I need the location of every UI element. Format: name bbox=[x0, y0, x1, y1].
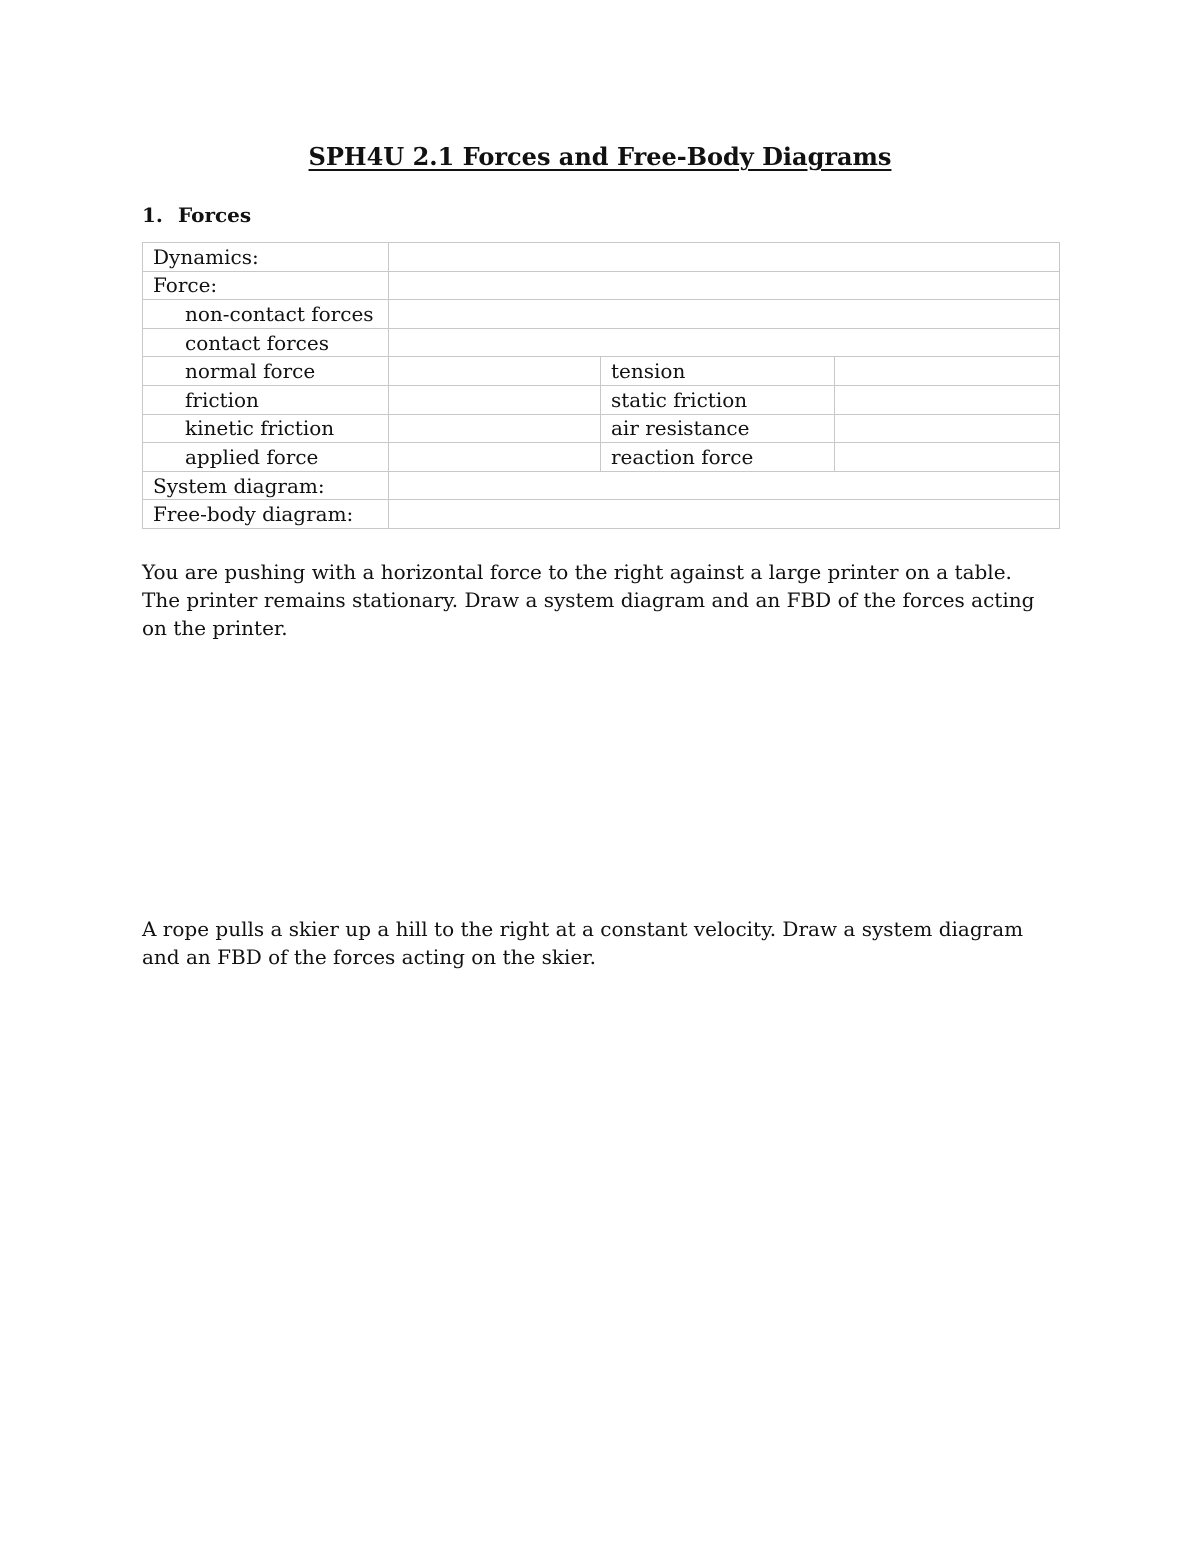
term-label: applied force bbox=[143, 443, 389, 472]
definitions-table bbox=[142, 242, 1060, 529]
table-row bbox=[143, 357, 1060, 386]
answer-cell[interactable] bbox=[835, 357, 1060, 386]
answer-cell[interactable] bbox=[389, 385, 601, 414]
answer-cell[interactable] bbox=[389, 328, 1060, 357]
answer-cell[interactable] bbox=[389, 414, 601, 443]
question-skier: A rope pulls a skier up a hill to the right at a constant velocity. Draw a system diagram and an FBD of the forces acting on the skier. bbox=[142, 917, 1024, 969]
section-heading bbox=[142, 203, 251, 227]
page-title: SPH4U 2.1 Forces and Free-Body Diagrams bbox=[308, 142, 892, 171]
term-label: normal force bbox=[143, 357, 389, 386]
term-label: reaction force bbox=[601, 443, 835, 472]
table-row bbox=[143, 385, 1060, 414]
term-label: air resistance bbox=[601, 414, 835, 443]
table-row bbox=[143, 300, 1060, 329]
table-row bbox=[143, 443, 1060, 472]
term-label: contact forces bbox=[143, 328, 389, 357]
section-number: 1. bbox=[142, 203, 163, 227]
answer-cell[interactable] bbox=[389, 500, 1060, 529]
answer-cell[interactable] bbox=[389, 243, 1060, 272]
answer-cell[interactable] bbox=[835, 414, 1060, 443]
term-label: non-contact forces bbox=[143, 300, 389, 329]
table-row bbox=[143, 414, 1060, 443]
answer-cell[interactable] bbox=[835, 443, 1060, 472]
answer-cell[interactable] bbox=[389, 443, 601, 472]
question-printer: You are pushing with a horizontal force to the right against a large printer on a table. The printer remains stationary. Draw a system diagram and an FBD of the forces acting on the printer. bbox=[142, 560, 1035, 640]
term-label: Free-body diagram: bbox=[143, 500, 389, 529]
term-label: Force: bbox=[143, 271, 389, 300]
section-title: Forces bbox=[178, 203, 252, 227]
answer-cell[interactable] bbox=[389, 271, 1060, 300]
term-label: Dynamics: bbox=[143, 243, 389, 272]
answer-cell[interactable] bbox=[389, 471, 1060, 500]
answer-cell[interactable] bbox=[389, 300, 1060, 329]
term-label: static friction bbox=[601, 385, 835, 414]
table-row bbox=[143, 328, 1060, 357]
table-row bbox=[143, 500, 1060, 529]
table-row bbox=[143, 243, 1060, 272]
answer-cell[interactable] bbox=[389, 357, 601, 386]
answer-cell[interactable] bbox=[835, 385, 1060, 414]
table-row bbox=[143, 271, 1060, 300]
table-row bbox=[143, 471, 1060, 500]
term-label: tension bbox=[601, 357, 835, 386]
term-label: kinetic friction bbox=[143, 414, 389, 443]
term-label: System diagram: bbox=[143, 471, 389, 500]
term-label: friction bbox=[143, 385, 389, 414]
